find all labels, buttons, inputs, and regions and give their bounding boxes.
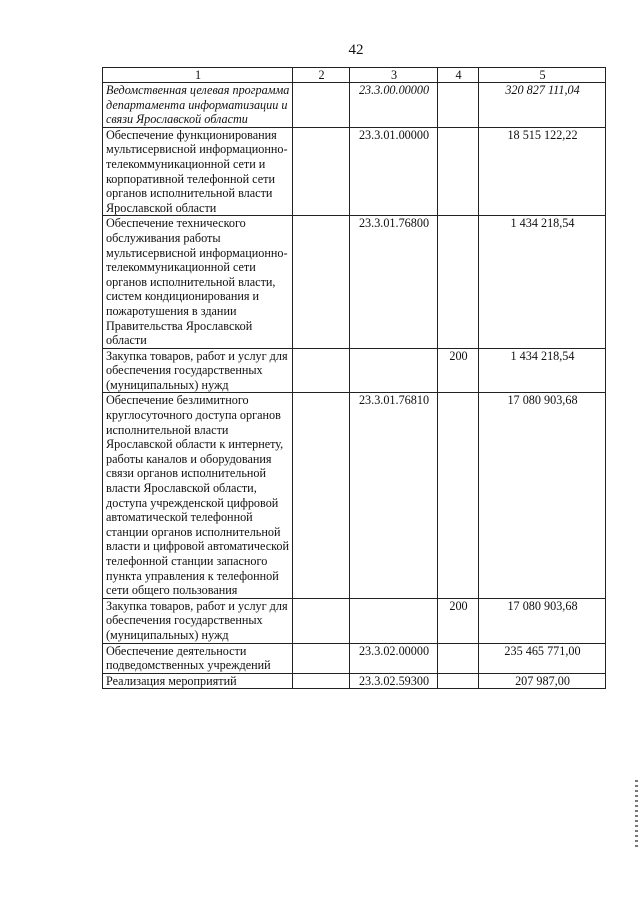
row-amount: 320 827 111,04 (479, 83, 606, 128)
row-amount: 1 434 218,54 (479, 216, 606, 348)
row-amount: 207 987,00 (479, 673, 606, 689)
row-amount: 1 434 218,54 (479, 348, 606, 393)
row-type (438, 83, 479, 128)
row-amount: 18 515 122,22 (479, 127, 606, 216)
budget-table (102, 67, 606, 689)
row-col2 (293, 216, 350, 348)
row-code: 23.3.02.59300 (350, 673, 438, 689)
header-row (103, 68, 606, 83)
row-code: 23.3.01.76800 (350, 216, 438, 348)
scan-edge-mark (635, 780, 638, 850)
table-row (103, 348, 606, 393)
row-type (438, 673, 479, 689)
row-name: Обеспечение безлимитного круглосуточного доступа органов исполнительной власти Ярославской области к интернету, работы каналов и оборудования связи органов исполнительной власти Ярославской области, доступа учрежденской цифровой автоматической телефонной станции органов исполнительной власти и цифровой автоматической телефонной станции запасного пункта управления к телефонной сети общего пользования (103, 393, 293, 598)
row-col2 (293, 127, 350, 216)
row-code: 23.3.00.00000 (350, 83, 438, 128)
row-name: Обеспечение технического обслуживания работы мультисервисной информационно-телекоммуникационной сети органов исполнительной власти, систем кондиционирования и пожаротушения в здании Правительства Ярославской области (103, 216, 293, 348)
row-col2 (293, 348, 350, 393)
header-cell-1: 1 (103, 68, 293, 83)
row-code: 23.3.02.00000 (350, 643, 438, 673)
table-row (103, 127, 606, 216)
row-col2 (293, 83, 350, 128)
row-amount: 17 080 903,68 (479, 598, 606, 643)
row-type (438, 216, 479, 348)
row-type: 200 (438, 348, 479, 393)
header-cell-3: 3 (350, 68, 438, 83)
row-name: Закупка товаров, работ и услуг для обеспечения государственных (муниципальных) нужд (103, 598, 293, 643)
row-code (350, 598, 438, 643)
header-cell-4: 4 (438, 68, 479, 83)
table-row (103, 216, 606, 348)
row-amount: 235 465 771,00 (479, 643, 606, 673)
row-type (438, 127, 479, 216)
header-cell-5: 5 (479, 68, 606, 83)
row-name: Закупка товаров, работ и услуг для обеспечения государственных (муниципальных) нужд (103, 348, 293, 393)
row-type: 200 (438, 598, 479, 643)
row-name: Реализация мероприятий (103, 673, 293, 689)
page-number: 42 (348, 42, 364, 58)
row-code (350, 348, 438, 393)
row-col2 (293, 393, 350, 598)
row-amount: 17 080 903,68 (479, 393, 606, 598)
row-code: 23.3.01.00000 (350, 127, 438, 216)
row-code: 23.3.01.76810 (350, 393, 438, 598)
table-row (103, 643, 606, 673)
header-cell-2: 2 (293, 68, 350, 83)
row-type (438, 643, 479, 673)
row-name: Обеспечение деятельности подведомственных учреждений (103, 643, 293, 673)
row-col2 (293, 643, 350, 673)
table-row (103, 598, 606, 643)
row-type (438, 393, 479, 598)
row-name: Обеспечение функционирования мультисервисной информационно-телекоммуникационной сети и корпоративной телефонной сети органов исполнительной власти Ярославской области (103, 127, 293, 216)
row-col2 (293, 598, 350, 643)
row-col2 (293, 673, 350, 689)
table-row (103, 393, 606, 598)
table-row (103, 83, 606, 128)
row-name: Ведомственная целевая программа департамента информатизации и связи Ярославской области (103, 83, 293, 128)
table-row (103, 673, 606, 689)
